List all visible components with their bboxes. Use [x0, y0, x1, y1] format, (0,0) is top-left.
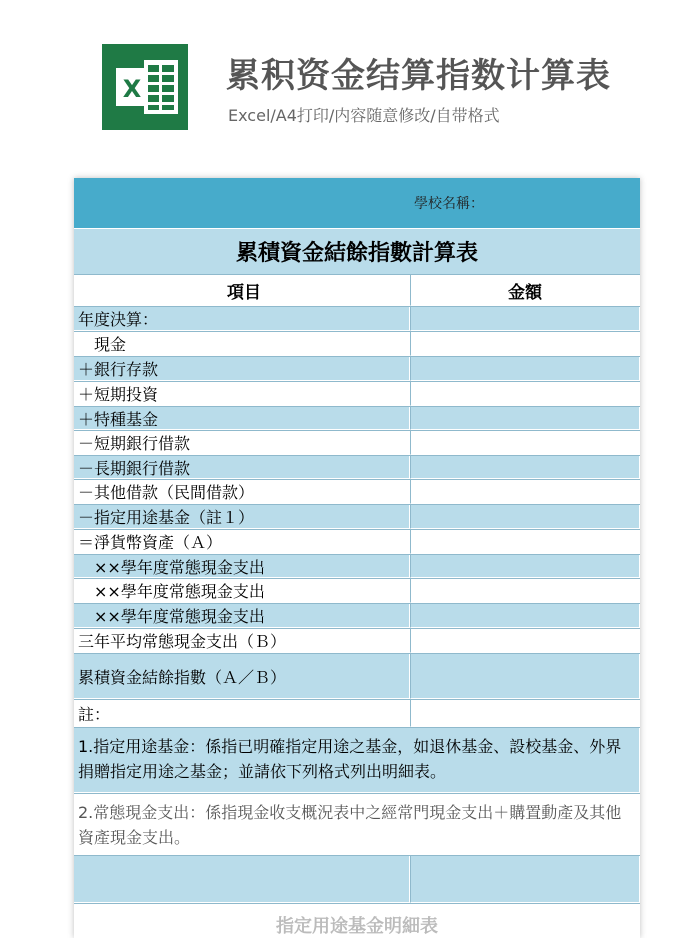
next-table-title-row — [74, 904, 640, 938]
item-cell: ××學年度常態現金支出 — [74, 579, 410, 603]
amount-cell[interactable] — [410, 431, 640, 455]
table-row — [74, 530, 640, 555]
note-1-row — [74, 728, 640, 794]
item-cell: －短期銀行借款 — [74, 431, 410, 455]
amount-cell[interactable] — [410, 604, 640, 628]
table-row — [74, 431, 640, 456]
note-1: 1.指定用途基金：係指已明確指定用途之基金，如退休基金、設校基金、外界捐贈指定用途之基金；並請依下列格式列出明細表。 — [74, 728, 640, 793]
table-row — [74, 505, 640, 530]
table-title: 累積資金結餘指數計算表 — [235, 241, 478, 266]
next-table-title: 指定用途基金明細表 — [276, 916, 438, 937]
table-row — [74, 629, 640, 654]
amount-cell[interactable] — [410, 382, 640, 406]
amount-cell[interactable] — [410, 307, 640, 331]
item-cell: ＋銀行存款 — [74, 357, 410, 381]
amount-cell[interactable] — [410, 332, 640, 356]
table-row — [74, 407, 640, 431]
table-row — [74, 456, 640, 480]
column-header-row — [74, 274, 640, 307]
item-cell: 年度決算： — [74, 307, 410, 331]
item-cell: ＝淨貨幣資產（Ａ） — [74, 530, 410, 554]
item-cell: －其他借款（民間借款） — [74, 480, 410, 504]
excel-icon — [102, 44, 188, 130]
item-cell: ××學年度常態現金支出 — [74, 555, 410, 578]
table-row — [74, 555, 640, 579]
note-2-row — [74, 794, 640, 856]
index-label: 累積資金結餘指數（Ａ／Ｂ） — [74, 654, 410, 699]
amount-cell[interactable] — [410, 480, 640, 504]
table-row — [74, 307, 640, 332]
item-cell: 三年平均常態現金支出（Ｂ） — [74, 629, 410, 653]
note-2: 2.常態現金支出：係指現金收支概況表中之經常門現金支出＋購置動產及其他資產現金支出。 — [74, 794, 640, 855]
table-row — [74, 357, 640, 382]
table-row — [74, 382, 640, 407]
table-title-row — [74, 228, 640, 274]
table-row — [74, 332, 640, 357]
excel-logo-letter: X — [122, 75, 142, 103]
item-cell: －指定用途基金（註１） — [74, 505, 410, 529]
column-header-amount: 金額 — [410, 275, 640, 306]
amount-cell[interactable] — [410, 505, 640, 529]
table-row — [74, 579, 640, 604]
amount-cell[interactable] — [410, 357, 640, 381]
notes-label: 註： — [74, 700, 410, 727]
page-subtitle: Excel/A4打印/内容随意修改/自带格式 — [228, 106, 500, 125]
table-row — [74, 480, 640, 505]
item-cell: ＋短期投資 — [74, 382, 410, 406]
amount-cell[interactable] — [410, 456, 640, 479]
amount-cell[interactable] — [410, 530, 640, 554]
amount-cell[interactable] — [410, 555, 640, 578]
table-row — [74, 604, 640, 629]
index-amount-cell[interactable] — [410, 654, 640, 699]
column-header-item: 項目 — [227, 283, 261, 303]
item-cell: －長期銀行借款 — [74, 456, 410, 479]
amount-cell[interactable] — [410, 579, 640, 603]
amount-cell[interactable] — [410, 407, 640, 430]
school-name-row — [74, 178, 640, 228]
item-cell: ××學年度常態現金支出 — [74, 604, 410, 628]
school-name-label: 學校名稱： — [414, 196, 484, 212]
spreadsheet — [74, 178, 640, 938]
notes-label-row — [74, 700, 640, 728]
item-cell: 現金 — [74, 332, 410, 356]
index-row — [74, 654, 640, 700]
item-cell: ＋特種基金 — [74, 407, 410, 430]
amount-cell[interactable] — [410, 629, 640, 653]
blank-row — [74, 856, 640, 904]
page-title: 累积资金结算指数计算表 — [226, 56, 611, 96]
page-header — [0, 0, 700, 170]
